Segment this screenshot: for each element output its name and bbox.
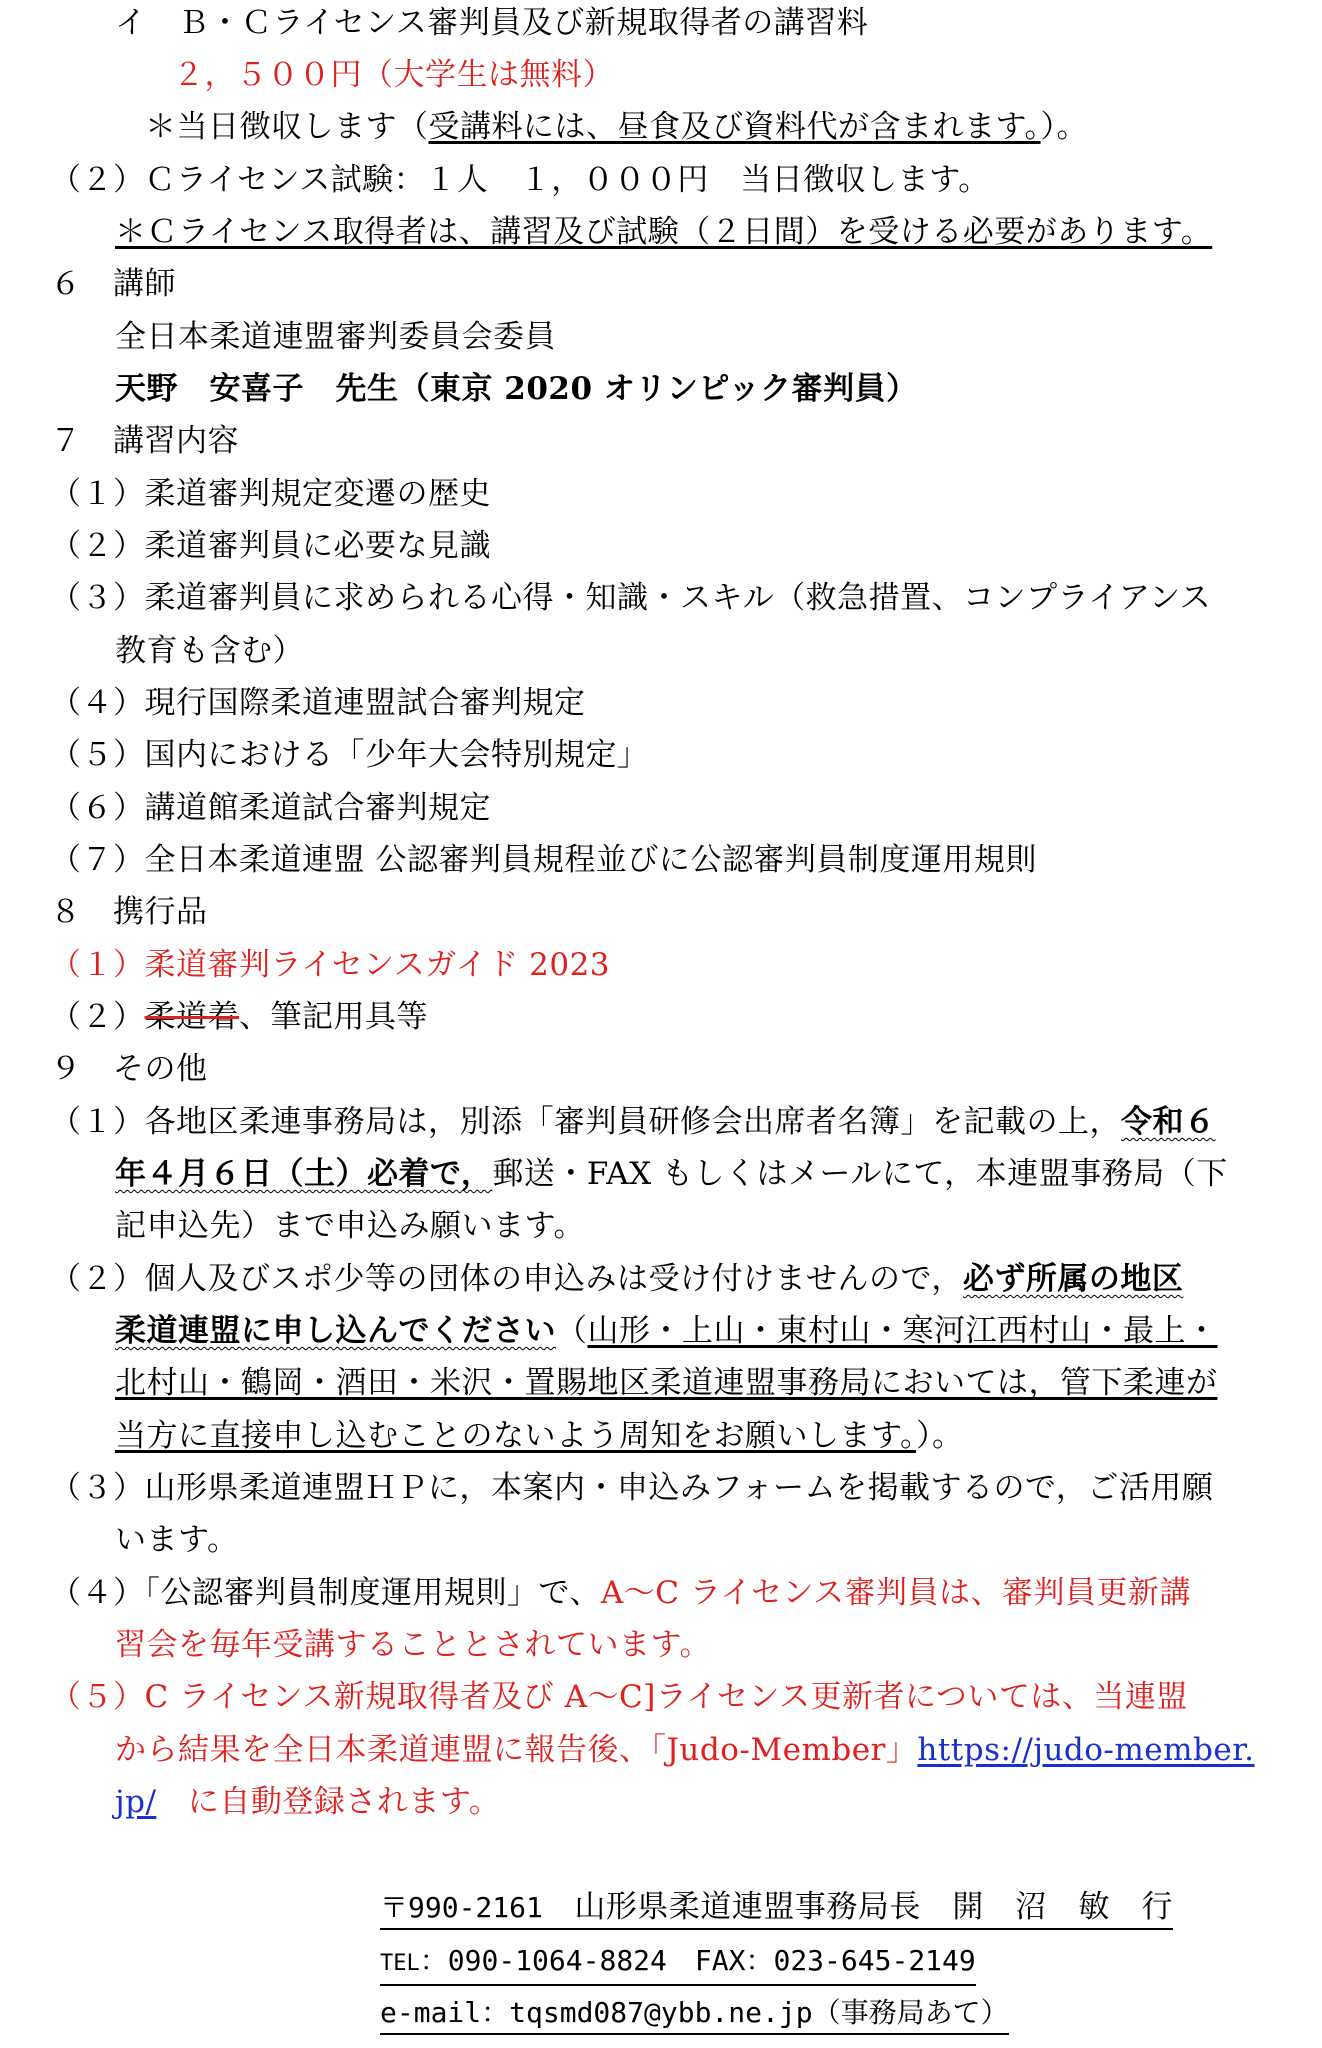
- content-item: （３）柔道審判員に求められる心得・知識・スキル（救急措置、コンプライアンス: [50, 580, 1212, 616]
- fees-note-underlined: 受講料には、昼食及び資料代が含まれます。: [428, 109, 1041, 145]
- section-6-heading: ６ 講師: [50, 266, 176, 302]
- other-p2-text: （: [556, 1313, 588, 1349]
- section-7-heading: ７ 講習内容: [50, 423, 239, 459]
- fees-note: [145, 107, 1088, 147]
- other-p1-text: （１）各地区柔連事務局は，別添「審判員研修会出席者名簿」を記載の上，: [50, 1104, 1121, 1140]
- other-p4-line2: 習会を毎年受講することとされています。: [115, 1627, 712, 1663]
- footer-email: [380, 1992, 1009, 2035]
- other-p1-line3: 記申込先）まで申込み願います。: [115, 1208, 586, 1244]
- content-item: （１）柔道審判規定変遷の歴史: [50, 476, 491, 512]
- other-p2-text: （２）個人及びスポ少等の団体の申込みは受け付けませんので，: [50, 1261, 963, 1297]
- footer-title: 山形県柔道連盟事務局長 開 沼 敏 行: [574, 1889, 1173, 1925]
- footer-email-text[interactable]: e-mail：tqsmd087@ybb.ne.jp（事務局あて）: [380, 1996, 1009, 2029]
- other-p4-red: A～C ライセンス審判員は、審判員更新講: [600, 1575, 1192, 1611]
- fees-amount: ２，５００円（大学生は無料）: [173, 57, 614, 93]
- content-item: （５）国内における「少年大会特別規定」: [50, 737, 649, 773]
- other-p1-text: 郵送・FAX もしくはメールにて，本連盟事務局（下: [492, 1156, 1228, 1192]
- footer-postal: 〒990-2161: [380, 1891, 543, 1924]
- section-9-heading: ９ その他: [50, 1051, 208, 1087]
- content-item: （７）全日本柔道連盟 公認審判員規程並びに公認審判員制度運用規則: [50, 842, 1037, 878]
- affiliation-emphasis: 必ず所属の地区: [962, 1261, 1184, 1297]
- affiliation-emphasis: 柔道連盟に申し込んでください: [115, 1313, 556, 1349]
- bring-item-guide: （１）柔道審判ライセンスガイド 2023: [50, 947, 611, 983]
- other-p3-line2: います。: [115, 1522, 239, 1558]
- content-item: （６）講道館柔道試合審判規定: [50, 790, 491, 826]
- lecturer-affiliation: 全日本柔道連盟審判委員会委員: [115, 319, 556, 355]
- fees-note-prefix: ＊当日徴収します（: [145, 109, 429, 145]
- other-p5-line1: （５）C ライセンス新規取得者及び A～C]ライセンス更新者については、当連盟: [50, 1679, 1188, 1715]
- other-p2-underlined: 山形・上山・東村山・寒河江西村山・最上・: [587, 1313, 1218, 1349]
- content-item-continuation: 教育も含む）: [115, 633, 304, 669]
- fees-note-suffix: ）。: [1040, 109, 1089, 145]
- other-p5-red: に自動登録されます。: [156, 1784, 501, 1820]
- other-p2-line3: [115, 1363, 1218, 1403]
- exam-line: （２）Ｃライセンス試験：１人 １，０００円 当日徴収します。: [50, 162, 990, 198]
- other-p2-underlined: 北村山・鶴岡・酒田・米沢・置賜地区柔道連盟事務局においては，管下柔連が: [115, 1365, 1218, 1401]
- lecturer-name: 天野 安喜子 先生（東京 2020 オリンピック審判員）: [115, 371, 918, 407]
- bring-item-number: （２）: [50, 999, 145, 1035]
- exam-note: [115, 212, 1212, 252]
- deadline-emphasis: 年４月６日（土）必着で，: [115, 1156, 493, 1192]
- other-p3-line1: （３）山形県柔道連盟ＨＰに，本案内・申込みフォームを掲載するので，ご活用願: [50, 1470, 1214, 1506]
- fees-heading: イ Ｂ・Ｃライセンス審判員及び新規取得者の講習料: [115, 5, 869, 41]
- other-p5-red: から結果を全日本柔道連盟に報告後、「Judo-Member」: [115, 1732, 918, 1768]
- judo-member-link[interactable]: https://judo-member.: [917, 1732, 1255, 1768]
- exam-note-text: ＊Ｃライセンス取得者は、講習及び試験（２日間）を受ける必要があります。: [115, 214, 1213, 250]
- other-p2-text: ）。: [916, 1418, 964, 1454]
- struck-judogi: 柔道着: [144, 999, 239, 1035]
- bring-item-rest: 、筆記用具等: [239, 999, 428, 1035]
- other-p4-text: （４）「公認審判員制度運用規則」で、: [50, 1575, 601, 1611]
- other-p2-underlined: 当方に直接申し込むことのないよう周知をお願いします。: [115, 1418, 917, 1454]
- other-p5-line2: [115, 1730, 1255, 1770]
- other-p4-line1: [50, 1573, 1191, 1613]
- other-p5-line3: [115, 1782, 500, 1822]
- other-p2-line1: [50, 1259, 1183, 1299]
- footer-address: [380, 1887, 1173, 1930]
- other-p1-line2: [115, 1154, 1228, 1194]
- deadline-emphasis: 令和６: [1121, 1104, 1216, 1140]
- footer-phone: [380, 1940, 976, 1986]
- content-item: （４）現行国際柔道連盟試合審判規定: [50, 685, 586, 721]
- other-p2-line2: [115, 1311, 1218, 1351]
- footer-tel: ：090-1064-8824 FAX：023-645-2149: [419, 1944, 976, 1977]
- content-item: （２）柔道審判員に必要な見識: [50, 528, 491, 564]
- judo-member-link[interactable]: jp/: [115, 1784, 157, 1820]
- bring-item-supplies: [50, 997, 428, 1037]
- other-p1-line1: [50, 1102, 1216, 1142]
- section-8-heading: ８ 携行品: [50, 894, 208, 930]
- tel-label: TEL: [380, 1951, 420, 1976]
- other-p2-line4: [115, 1416, 964, 1456]
